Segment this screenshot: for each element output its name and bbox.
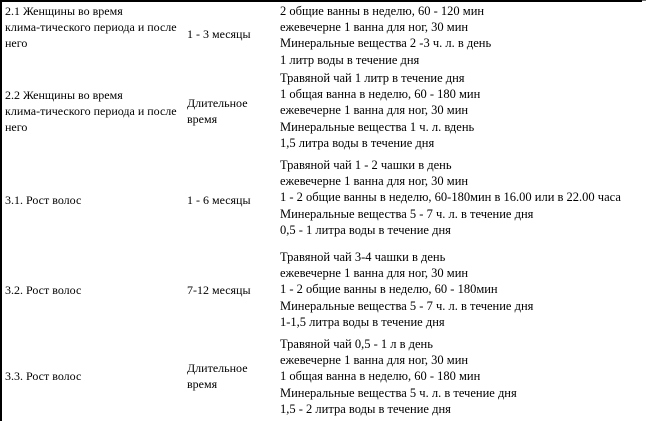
treatment-line: Травяной чай 0,5 - 1 л в день — [280, 337, 433, 351]
category-text: 2.2 Женщины во время — [5, 87, 123, 102]
treatment-line: Минеральные вещества 5 ч. л. в течение дня — [280, 385, 517, 400]
treatment-line: ежевечерне 1 ванна для ног, 30 мин — [280, 353, 469, 368]
duration-text: Длительное время — [187, 360, 248, 391]
treatment-line: ежевечерне 1 ванна для ног, 30 мин — [280, 20, 469, 35]
duration-text: 7-12 месяцы — [187, 283, 251, 297]
treatment-line: Травяной чай 3-4 чашки в день — [280, 250, 446, 264]
treatment-cell — [277, 1, 643, 68]
treatment-line: Минеральные вещества 2 -3 ч. л. в день — [280, 36, 492, 51]
treatment-line: 1-1,5 литра воды в течение дня — [280, 314, 445, 329]
category-cell — [2, 1, 183, 68]
category-text: 3.1. Рост волос — [5, 193, 82, 207]
category-text: клима-тического периода и после — [5, 20, 177, 34]
treatment-line: 1 общая ванна в неделю, 60 - 180 мин — [280, 369, 481, 384]
duration-text: Длительное время — [187, 95, 248, 126]
treatment-line: 1 общая ванна в неделю, 60 - 180 мин — [280, 87, 481, 102]
treatment-line: Травяной чай 1 - 2 чашки в день — [280, 158, 452, 172]
duration-cell — [182, 247, 280, 333]
treatment-line: Минеральные вещества 1 ч. л. вдень — [280, 119, 475, 134]
treatment-line: ежевечерне 1 ванна для ног, 30 мин — [280, 174, 469, 189]
treatment-line: Минеральные вещества 5 - 7 ч. л. в течение дня — [280, 298, 534, 313]
category-text: 2.1 Женщины во время — [5, 4, 123, 18]
duration-text: 1 - 3 месяцы — [187, 26, 251, 41]
category-text: клима-тического периода и после — [5, 103, 177, 118]
duration-cell — [182, 335, 280, 416]
treatment-line: ежевечерне 1 ванна для ног, 30 мин — [280, 103, 469, 118]
treatment-cell — [277, 155, 643, 247]
treatment-line: Минеральные вещества 5 - 7 ч. л. в течение дня — [280, 206, 534, 221]
treatment-line: 1 - 2 общие ванны в неделю, 60 - 180мин — [280, 282, 498, 297]
category-text: него — [5, 36, 28, 50]
treatment-cell — [277, 335, 643, 417]
treatment-line: Травяной чай 1 литр в течение дня — [280, 71, 465, 85]
treatment-line: 0,5 - 1 литра воды в течение дня — [280, 222, 451, 237]
duration-cell — [182, 1, 280, 66]
category-cell — [2, 68, 183, 153]
treatment-line: 1 - 2 общие ванны в неделю, 60-180мин в 16.00 или в 22.00 часа — [280, 190, 621, 205]
treatment-cell — [277, 68, 643, 155]
treatment-line: ежевечерне 1 ванна для ног, 30 мин — [280, 266, 469, 281]
duration-text: 1 - 6 месяцы — [187, 193, 251, 207]
category-cell — [2, 247, 183, 333]
treatment-line: 2 общие ванны в неделю, 60 - 120 мин — [280, 4, 485, 18]
category-cell — [2, 335, 183, 416]
treatment-line: 1,5 - 2 литра воды в течение дня — [280, 401, 451, 416]
duration-cell — [182, 155, 280, 245]
duration-cell — [182, 68, 280, 153]
category-text: него — [5, 119, 28, 134]
category-text: 3.3. Рост волос — [5, 368, 82, 383]
treatment-cell — [277, 247, 643, 335]
treatment-line: 1,5 литра воды в течение дня — [280, 135, 435, 150]
category-cell — [2, 155, 183, 245]
treatment-line: 1 литр воды в течение дня — [280, 52, 420, 67]
category-text: 3.2. Рост волос — [5, 283, 82, 297]
